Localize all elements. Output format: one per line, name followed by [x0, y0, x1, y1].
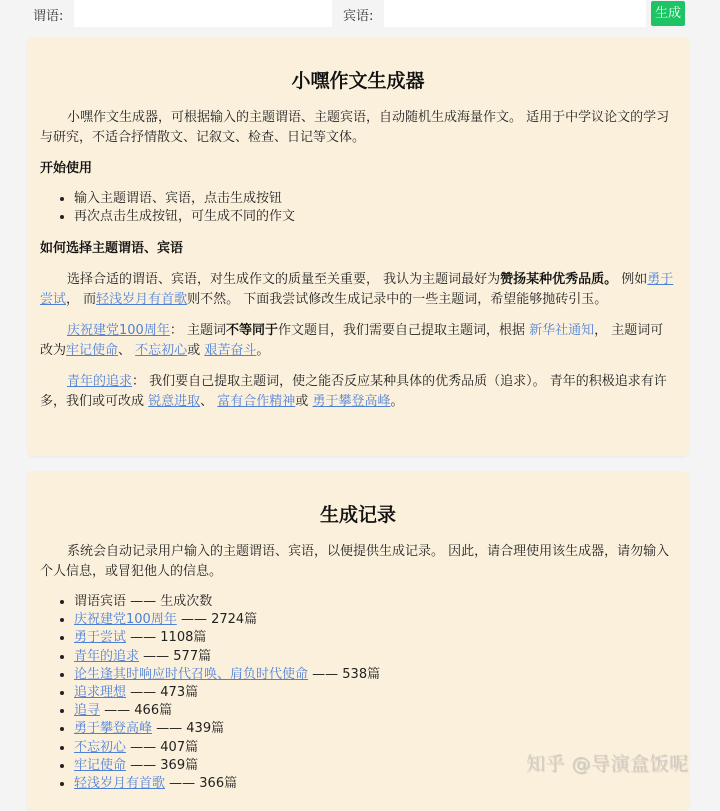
record-count: —— 2724篇 — [176, 612, 258, 628]
list-item: • 再次点击生成按钮，可生成不同的作文 — [74, 208, 676, 226]
record-count: —— 538篇 — [308, 666, 381, 682]
record-link[interactable]: 追求理想 — [74, 685, 127, 701]
record-item — [74, 702, 676, 720]
record-link[interactable]: 追寻 — [74, 703, 101, 719]
intro-card — [27, 37, 689, 456]
records-intro: 系统会自动记录用户输入的主题谓语、宾语，以便提供生成记录。 因此，请合理使用该生成器，请勿输入个人信息，或冒犯他人的信息。 — [40, 544, 670, 579]
record-link[interactable]: 轻浅岁月有首歌 — [74, 776, 166, 792]
text: ， 而 — [66, 291, 97, 307]
choose-paragraph-3 — [40, 372, 676, 411]
record-count: —— 466篇 — [100, 703, 173, 719]
record-count: —— 407篇 — [126, 739, 199, 755]
intro-paragraph: 小嘿作文生成器，可根据输入的主题谓语、主题宾语，自动随机生成海量作文。 适用于中学议论文的学习与研究，不适合抒情散文、记叙文、检查、日记等文体。 — [40, 110, 670, 145]
getting-started-heading: 开始使用 — [40, 161, 93, 176]
bold-text: 赞扬某种优秀品质。 — [500, 272, 618, 288]
choose-paragraph-2 — [40, 321, 676, 360]
records-header — [74, 593, 676, 611]
text: 则不然。 下面我尝试修改生成记录中的一些主题词，希望能够抛砖引玉。 — [187, 291, 608, 307]
link-qingqian-suiyue[interactable]: 轻浅岁月有首歌 — [96, 291, 188, 307]
object-label: 宾语: — [343, 9, 374, 24]
record-item — [74, 611, 676, 629]
record-link[interactable]: 论生逢其时响应时代召唤、肩负时代使命 — [74, 666, 309, 682]
records-title: 生成记录 — [319, 504, 396, 526]
link-buwang-chuxin[interactable]: 不忘初心 — [135, 342, 188, 358]
record-count: —— 369篇 — [126, 757, 199, 773]
link-fuyou-hezuo[interactable]: 富有合作精神 — [217, 393, 296, 409]
choose-paragraph-1 — [40, 270, 676, 309]
record-count: —— 439篇 — [152, 721, 225, 737]
record-link[interactable]: 牢记使命 — [74, 757, 127, 773]
link-yongyu-pandeng[interactable]: 勇于攀登高峰 — [312, 393, 391, 409]
record-link[interactable]: 青年的追求 — [74, 648, 140, 664]
text: ， 主题词可改为 — [40, 323, 664, 358]
input-bar — [0, 0, 720, 27]
text: 作文题目，我们需要自己提取主题词，根据 — [277, 323, 530, 339]
record-count: —— 1108篇 — [126, 630, 207, 646]
text: ： 主题词 — [169, 323, 226, 339]
text: 。 — [256, 342, 270, 358]
record-count: —— 473篇 — [126, 685, 199, 701]
text: ： 我们要自己提取主题词，使之能否反应某种具体的优秀品质（追求）。 青年的积极追求有许多，我们或可改成 — [40, 374, 667, 409]
record-link[interactable]: 勇于攀登高峰 — [74, 721, 153, 737]
text: 、 — [118, 342, 136, 358]
link-laoji-shiming[interactable]: 牢记使命 — [66, 342, 119, 358]
list-item: • 输入主题谓语、宾语，点击生成按钮 — [74, 190, 676, 208]
record-count: —— 577篇 — [139, 648, 212, 664]
record-item — [74, 666, 676, 684]
record-item — [74, 684, 676, 702]
link-qingzhu-jiandang[interactable]: 庆祝建党100周年 — [67, 323, 170, 339]
predicate-input[interactable] — [74, 0, 332, 27]
link-yongyu-changshi[interactable]: 勇于尝试 — [40, 272, 674, 307]
bold-text: 不等同于 — [225, 323, 278, 339]
text: 例如 — [617, 272, 648, 288]
text: 生成次数 — [160, 594, 213, 609]
link-qingnian-zhuiqiu[interactable]: 青年的追求 — [67, 374, 133, 390]
getting-started-list — [40, 190, 676, 226]
text: 或 — [187, 342, 205, 358]
record-link[interactable]: 庆祝建党100周年 — [74, 612, 177, 628]
record-item — [74, 629, 676, 647]
text: 选择合适的谓语、宾语，对生成作文的质量至关重要， 我认为主题词最好为 — [67, 272, 501, 288]
watermark: 知乎 @导演盒饭呢 — [526, 753, 689, 775]
text: 谓语宾语 — [74, 594, 127, 609]
link-jianku-fendou[interactable]: 艰苦奋斗 — [204, 342, 257, 358]
record-count: —— 366篇 — [165, 776, 238, 792]
text: 或 — [295, 393, 313, 409]
text: —— — [126, 594, 161, 609]
text: 、 — [200, 393, 218, 409]
how-to-choose-heading: 如何选择主题谓语、宾语 — [40, 241, 184, 257]
text: 。 — [390, 393, 404, 409]
record-link[interactable]: 不忘初心 — [74, 739, 127, 755]
object-input[interactable] — [384, 0, 646, 27]
predicate-label: 谓语: — [33, 9, 64, 24]
record-link[interactable]: 勇于尝试 — [74, 630, 127, 646]
link-xinhuashe-tongzhi[interactable]: 新华社通知 — [529, 323, 595, 339]
page-title: 小嘿作文生成器 — [291, 70, 425, 92]
record-item — [74, 720, 676, 738]
generate-button[interactable]: 生成 — [651, 1, 685, 26]
link-ruiyi-jinqu[interactable]: 锐意进取 — [148, 393, 201, 409]
record-item — [74, 648, 676, 666]
